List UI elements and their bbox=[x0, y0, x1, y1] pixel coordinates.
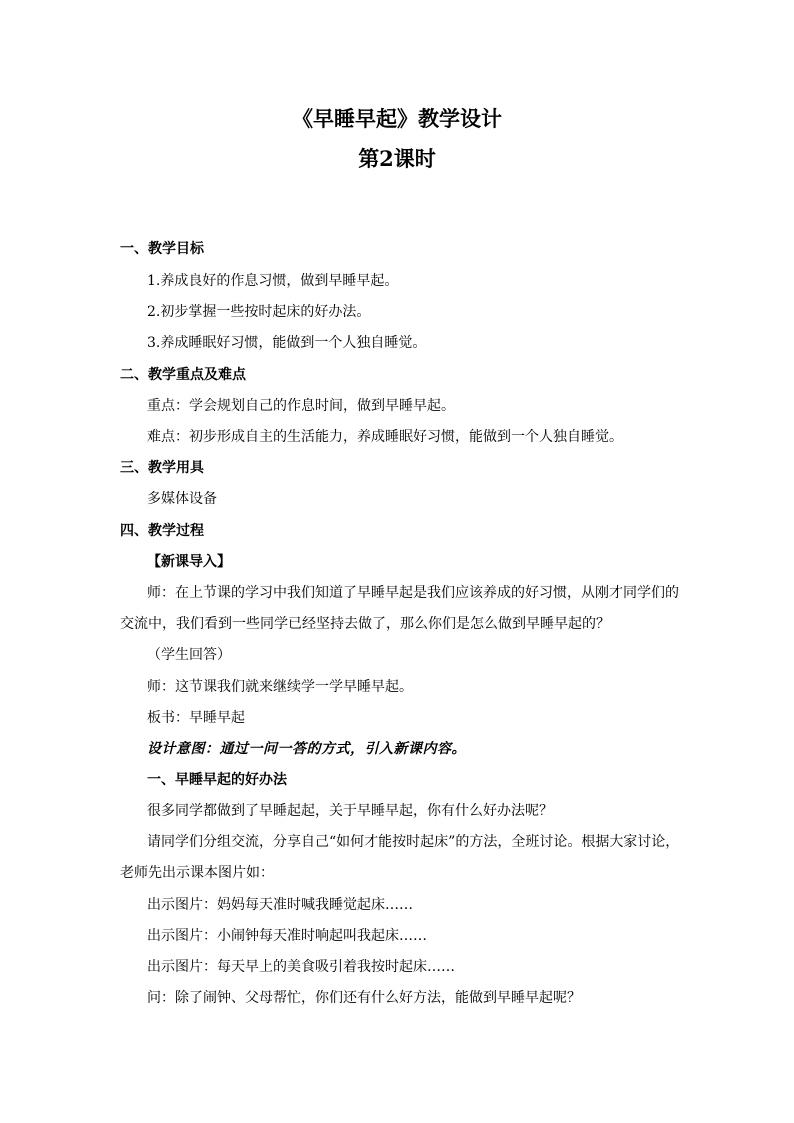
objective-item-1: 1.养成良好的作息习惯，做到早睡早起。 bbox=[147, 273, 399, 289]
picture-item-1: 出示图片：妈妈每天准时喊我睡觉起床…… bbox=[147, 897, 413, 913]
key-point: 重点：学会规划自己的作息时间，做到早睡早起。 bbox=[147, 398, 455, 414]
document-title: 《早睡早起》教学设计 bbox=[292, 106, 502, 131]
tools-text: 多媒体设备 bbox=[147, 491, 217, 507]
question-methods: 很多同学都做到了早睡起起，关于早睡早起，你有什么好办法呢？ bbox=[147, 803, 553, 819]
section-heading-tools: 三、教学用具 bbox=[120, 460, 204, 476]
picture-item-2: 出示图片：小闹钟每天准时响起叫我起床…… bbox=[147, 928, 427, 944]
design-intent-note: 设计意图：通过一问一答的方式，引入新课内容。 bbox=[147, 741, 466, 757]
difficult-point: 难点：初步形成自主的生活能力，养成睡眠好习惯，能做到一个人独自睡觉。 bbox=[147, 429, 623, 445]
paragraph-teacher-intro-line-2: 交流中，我们看到一些同学已经坚持去做了，那么你们是怎么做到早睡早起的？ bbox=[120, 616, 610, 632]
paragraph-group-discussion-line-2: 老师先出示课本图片如： bbox=[120, 865, 274, 881]
picture-item-3: 出示图片：每天早上的美食吸引着我按时起床…… bbox=[147, 959, 455, 975]
teacher-line: 师：这节课我们就来继续学一学早睡早起。 bbox=[147, 679, 413, 695]
objective-item-2: 2.初步掌握一些按时起床的好办法。 bbox=[147, 304, 371, 320]
paragraph-group-discussion-line-1: 请同学们分组交流，分享自己“如何才能按时起床”的方法，全班讨论。根据大家讨论， bbox=[147, 834, 680, 850]
section-heading-key-points: 二、教学重点及难点 bbox=[120, 367, 246, 383]
objective-item-3: 3.养成睡眠好习惯，能做到一个人独自睡觉。 bbox=[147, 335, 427, 351]
question-other-methods: 问：除了闹钟、父母帮忙，你们还有什么好方法，能做到早睡早起呢？ bbox=[147, 990, 581, 1006]
document-subtitle: 第2课时 bbox=[358, 146, 436, 171]
section-heading-objectives: 一、教学目标 bbox=[120, 241, 204, 257]
board-writing: 板书：早睡早起 bbox=[147, 710, 245, 726]
paragraph-teacher-intro-line-1: 师：在上节课的学习中我们知道了早睡早起是我们应该养成的好习惯，从刚才同学们的 bbox=[147, 585, 679, 601]
subheading-good-methods: 一、早睡早起的好办法 bbox=[147, 772, 287, 788]
section-heading-process: 四、教学过程 bbox=[120, 523, 204, 539]
subheading-new-lesson-intro: 【新课导入】 bbox=[147, 554, 231, 570]
student-answer-note: （学生回答） bbox=[147, 647, 231, 663]
